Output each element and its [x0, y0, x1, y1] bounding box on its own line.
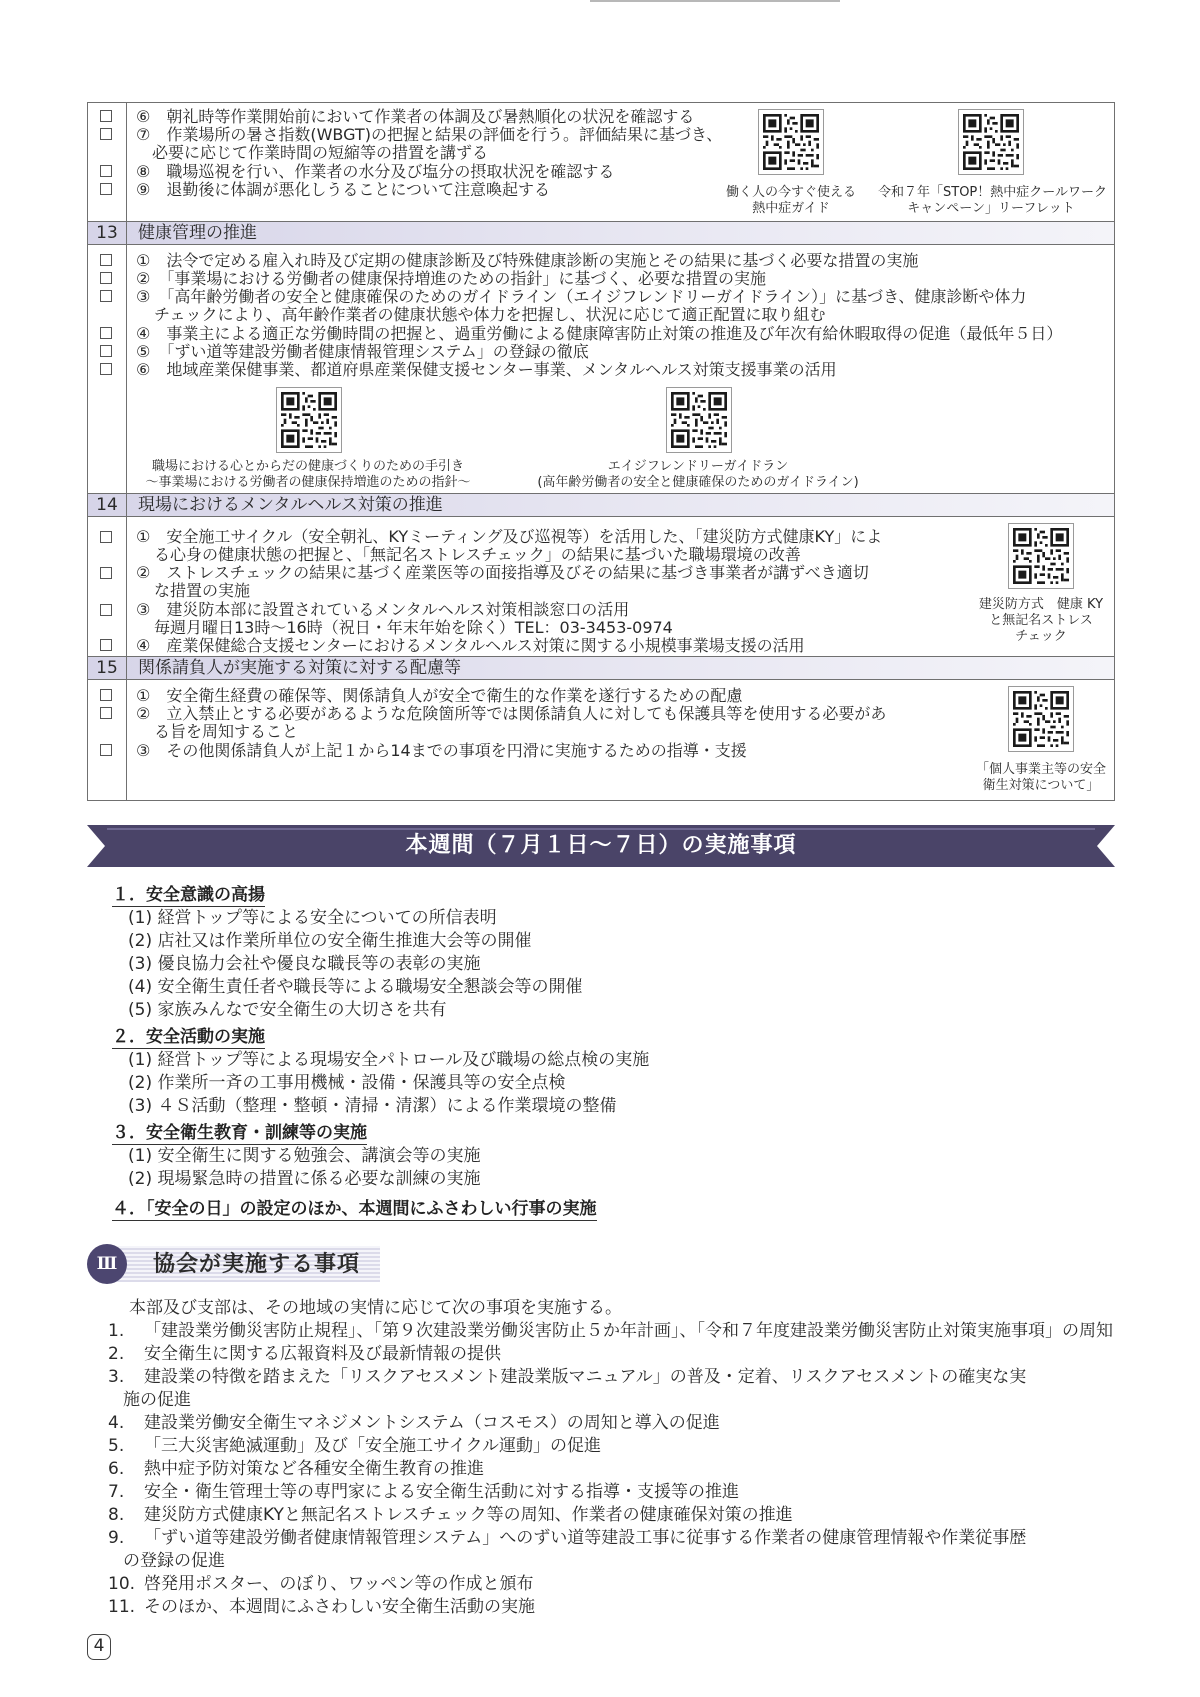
- weekly-item: (1) 安全衛生に関する勉強会、講演会等の実施: [128, 1146, 481, 1166]
- checklist-item: ④ 事業主による適正な労働時間の把握と、過重労働による健康障害防止対策の推進及び年次有給休暇取得の促進（最低年５日）: [136, 324, 1063, 343]
- checklist-item: ⑦ 作業場所の暑さ指数(WBGT)の把握と結果の評価を行う。評価結果に基づき、: [136, 125, 723, 144]
- qr-code-coolwork-leaflet[interactable]: [958, 109, 1024, 175]
- checklist-item-continued: 毎週月曜日13時～16時（祝日・年末年始を除く）TEL：03-3453-0974: [154, 618, 673, 637]
- section-3-numeral: Ⅲ: [87, 1244, 127, 1284]
- weekly-item: (2) 店社又は作業所単位の安全衛生推進大会等の開催: [128, 931, 532, 951]
- qr-caption: 「個人事業主等の安全 衛生対策について」: [975, 762, 1106, 793]
- weekly-item: (3) 優良協力会社や優良な職長等の表彰の実施: [128, 954, 481, 974]
- checklist-item: ① 安全衛生経費の確保等、関係請負人が安全で衛生的な作業を遂行するための配慮: [136, 686, 743, 705]
- checkbox[interactable]: [100, 254, 112, 266]
- checklist-item: ② 立入禁止とする必要があるような危険箇所等では関係請負人に対しても保護具等を使用する必要があ: [136, 704, 887, 723]
- qr-caption: 職場における心とからだの健康づくりのための手引き ～事業場における労働者の健康保持増進のための指針～: [145, 459, 471, 490]
- weekly-item: (2) 現場緊急時の措置に係る必要な訓練の実施: [128, 1169, 481, 1189]
- checklist-item: ⑤ 「ずい道等建設労働者健康情報管理システム」の登録の徹底: [136, 342, 589, 361]
- checkbox[interactable]: [100, 363, 112, 375]
- checklist-item: ④ 産業保健総合支援センターにおけるメンタルヘルス対策に関する小規模事業場支援の活用: [136, 636, 805, 655]
- qr-code-age-friendly-guideline[interactable]: [666, 387, 732, 453]
- checkbox[interactable]: [100, 604, 112, 616]
- section-3-intro: 本部及び支部は、その地域の実情に応じて次の事項を実施する。: [129, 1298, 622, 1318]
- checklist-item: ⑥ 地域産業保健事業、都道府県産業保健支援センター事業、メンタルヘルス対策支援事業の活用: [136, 360, 837, 379]
- section-15-header: 15 関係請負人が実施する対策に対する配慮等: [88, 656, 1114, 680]
- weekly-item: (2) 作業所一斉の工事用機械・設備・保護具等の安全点検: [128, 1073, 566, 1093]
- checkbox[interactable]: [100, 567, 112, 579]
- checklist-item: ③ その他関係請負人が上記１から14までの事項を円滑に実施するための指導・支援: [136, 741, 747, 760]
- association-item-continued: 施の促進: [123, 1390, 191, 1410]
- association-item: 4. 建設業労働安全衛生マネジメントシステム（コスモス）の周知と導入の促進: [108, 1413, 720, 1433]
- qr-code-heatstroke-guide[interactable]: [758, 109, 824, 175]
- association-item: 5. 「三大災害絶滅運動」及び「安全施工サイクル運動」の促進: [108, 1436, 601, 1456]
- section-3-title: 協会が実施する事項: [153, 1252, 361, 1277]
- association-item: 10. 啓発用ポスター、のぼり、ワッペン等の作成と頒布: [108, 1574, 534, 1594]
- checklist-item: ⑨ 退勤後に体調が悪化しうることについて注意喚起する: [136, 180, 551, 199]
- weekly-item: (1) 経営トップ等による現場安全パトロール及び職場の総点検の実施: [128, 1050, 650, 1070]
- section-14-block: [88, 517, 1114, 656]
- section-12-block: [88, 103, 1114, 221]
- checklist-item: ⑥ 朝礼時等作業開始前において作業者の体調及び暑熱順化の状況を確認する: [136, 107, 695, 126]
- qr-caption: 令和７年「STOP！熱中症クールワーク キャンペーン」リーフレット: [878, 185, 1108, 216]
- scan-edge-line: [590, 0, 840, 2]
- checklist-item-continued: チェックにより、高年齢作業者の健康状態や体力を把握し、状況に応じて適正配置に取り組む: [154, 305, 826, 324]
- checklist-item: ③ 建災防本部に設置されているメンタルヘルス対策相談窓口の活用: [136, 600, 630, 619]
- checkbox[interactable]: [100, 165, 112, 177]
- checklist-item: ① 安全施工サイクル（安全朝礼、KYミーティング及び巡視等）を活用した、「建災防方式健康KY」によ: [136, 527, 883, 546]
- section-title: 健康管理の推進: [138, 223, 257, 243]
- association-item: 3. 建設業の特徴を踏まえた「リスクアセスメント建設業版マニュアル」の普及・定着、リスクアセスメントの確実な実: [108, 1367, 1027, 1387]
- weekly-item: (4) 安全衛生責任者や職長等による職場安全懇談会等の開催: [128, 977, 583, 997]
- qr-caption: 働く人の今すぐ使える 熱中症ガイド: [725, 185, 856, 216]
- association-item: 7. 安全・衛生管理士等の専門家による安全衛生活動に対する指導・支援等の推進: [108, 1482, 739, 1502]
- page-number: 4: [87, 1634, 111, 1660]
- weekly-heading-4: ４．「安全の日」の設定のほか、本週間にふさわしい行事の実施: [112, 1199, 597, 1219]
- checklist-item: ② ストレスチェックの結果に基づく産業医等の面接指導及びその結果に基づき事業者が講ずべき適切: [136, 563, 869, 582]
- weekly-item: (3) ４Ｓ活動（整理・整頓・清掃・清潔）による作業環境の整備: [128, 1096, 617, 1116]
- checklist-item: ⑧ 職場巡視を行い、作業者の水分及び塩分の摂取状況を確認する: [136, 162, 615, 181]
- qr-code-health-promotion-guide[interactable]: [276, 387, 342, 453]
- section-13-block: [88, 245, 1114, 493]
- checkbox[interactable]: [100, 345, 112, 357]
- section-13-header: 13 健康管理の推進: [88, 221, 1114, 245]
- weekly-heading-1: １．安全意識の高揚: [112, 885, 265, 905]
- measures-checklist-table: [87, 102, 1115, 801]
- weekly-banner: [87, 825, 1115, 867]
- weekly-heading-3: ３．安全衛生教育・訓練等の実施: [112, 1123, 367, 1143]
- association-item: 8. 建災防方式健康KYと無記名ストレスチェック等の周知、作業者の健康確保対策の推進: [108, 1505, 793, 1525]
- checklist-item: ③ 「高年齢労働者の安全と健康確保のためのガイドライン（エイジフレンドリーガイドライン）」に基づき、健康診断や体力: [136, 287, 1027, 306]
- weekly-item: (5) 家族みんなで安全衛生の大切さを共有: [128, 1000, 447, 1020]
- checkbox[interactable]: [100, 327, 112, 339]
- qr-caption: エイジフレンドリーガイドラン (高年齢労働者の安全と健康確保のためのガイドライン): [537, 459, 859, 490]
- checklist-item: ② 「事業場における労働者の健康保持増進のための指針」に基づく、必要な措置の実施: [136, 269, 767, 288]
- qr-code-sole-proprietor-measures[interactable]: [1008, 686, 1074, 752]
- association-item: 2. 安全衛生に関する広報資料及び最新情報の提供: [108, 1344, 501, 1364]
- checkbox[interactable]: [100, 639, 112, 651]
- checkbox[interactable]: [100, 110, 112, 122]
- weekly-heading-2: ２．安全活動の実施: [112, 1027, 265, 1047]
- section-title: 現場におけるメンタルヘルス対策の推進: [138, 495, 443, 515]
- checklist-item-continued: る心身の健康状態の把握と、「無記名ストレスチェック」の結果に基づいた職場環境の改善: [154, 545, 801, 564]
- association-item: 6. 熱中症予防対策など各種安全衛生教育の推進: [108, 1459, 484, 1479]
- checklist-item-continued: る旨を周知すること: [154, 722, 299, 741]
- section-15-block: [88, 680, 1114, 800]
- section-14-header: 14 現場におけるメンタルヘルス対策の推進: [88, 493, 1114, 517]
- checkbox[interactable]: [100, 272, 112, 284]
- checkbox[interactable]: [100, 531, 112, 543]
- association-item: 11. そのほか、本週間にふさわしい安全衛生活動の実施: [108, 1597, 535, 1617]
- checkbox[interactable]: [100, 183, 112, 195]
- checkbox-column: [88, 680, 127, 800]
- section-title: 関係請負人が実施する対策に対する配慮等: [138, 658, 461, 678]
- weekly-item: (1) 経営トップ等による安全についての所信表明: [128, 908, 497, 928]
- association-item-continued: の登録の促進: [123, 1551, 225, 1571]
- banner-title: 本週間（７月１日～７日）の実施事項: [405, 833, 797, 858]
- association-item: 9. 「ずい道等建設労働者健康情報管理システム」へのずい道等建設工事に従事する作業者の健康管理情報や作業従事歴: [108, 1528, 1027, 1548]
- checkbox[interactable]: [100, 290, 112, 302]
- checkbox[interactable]: [100, 128, 112, 140]
- checklist-item-continued: な措置の実施: [154, 581, 251, 600]
- checklist-item: ① 法令で定める雇入れ時及び定期の健康診断及び特殊健康診断の実施とその結果に基づく必要な措置の実施: [136, 251, 919, 270]
- association-item: 1. 「建設業労働災害防止規程」、「第９次建設業労働災害防止５か年計画」、「令和７年度建設業労働災害防止対策実施事項」の周知: [108, 1321, 1113, 1341]
- checklist-item-continued: 必要に応じて作業時間の短縮等の措置を講ずる: [152, 143, 489, 162]
- qr-caption: 建災防方式 健康 KY と無記名ストレス チェック: [978, 597, 1104, 644]
- qr-code-health-ky-stress-check[interactable]: [1008, 523, 1074, 589]
